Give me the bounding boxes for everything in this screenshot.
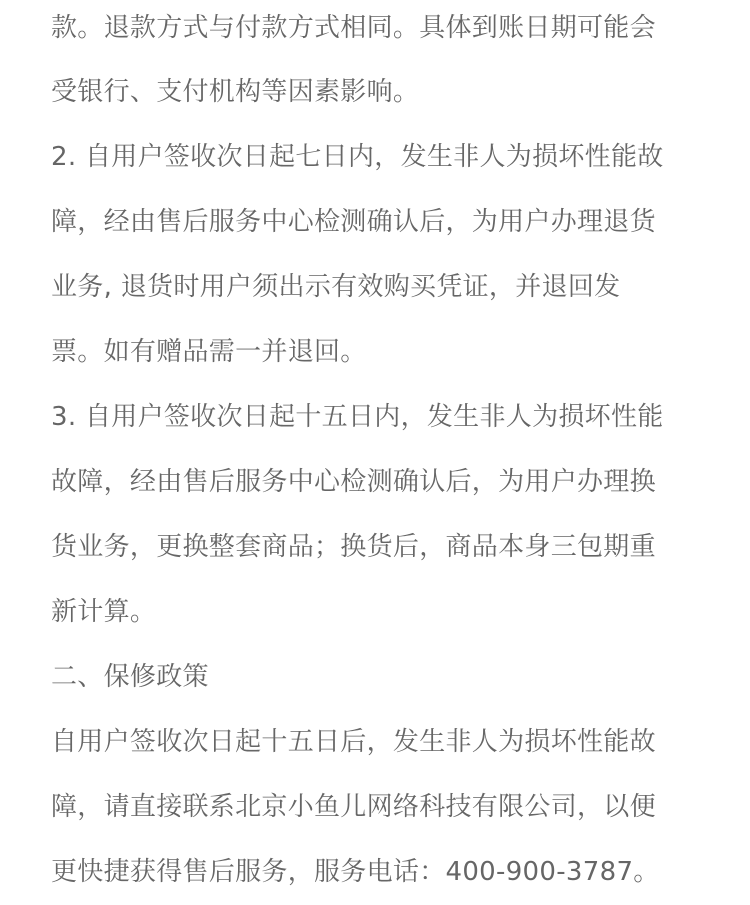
service-phone-line: 更快捷获得售后服务，服务电话：400-900-3787。 [51,857,660,887]
warranty-policy-line: 障，请直接联系北京小鱼儿网络科技有限公司，以便 [51,792,656,822]
policy-text [51,0,741,905]
refund-method-line: 款。退款方式与付款方式相同。具体到账日期可能会 [51,13,656,43]
exchange-policy-line: 货业务，更换整套商品；换货后，商品本身三包期重 [51,532,656,562]
return-policy-line: 2. 自用户签收次日起七日内，发生非人为损坏性能故 [51,142,664,172]
return-policy-line: 业务, 退货时用户须出示有效购买凭证，并退回发 [51,272,621,302]
refund-method-line: 受银行、支付机构等因素影响。 [51,77,420,107]
warranty-policy-heading: 二、保修政策 [51,662,209,692]
exchange-policy-line: 新计算。 [51,597,157,627]
warranty-policy-line: 自用户签收次日起十五日后，发生非人为损坏性能故 [51,727,656,757]
exchange-policy-line: 3. 自用户签收次日起十五日内，发生非人为损坏性能 [51,402,664,432]
exchange-policy-line: 故障，经由售后服务中心检测确认后，为用户办理换 [51,467,656,497]
return-policy-line: 障，经由售后服务中心检测确认后，为用户办理退货 [51,207,656,237]
return-policy-line: 票。如有赠品需一并退回。 [51,337,367,367]
